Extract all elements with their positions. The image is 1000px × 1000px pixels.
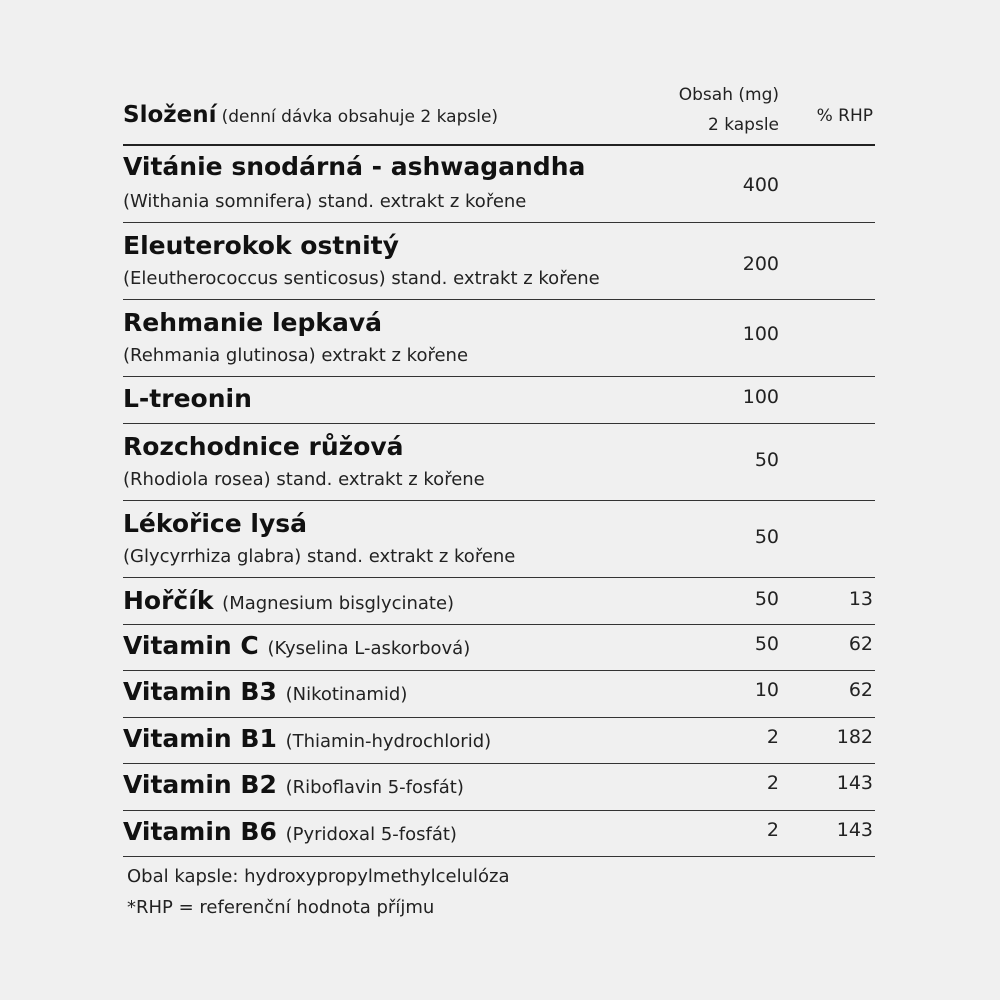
ingredient-name (123, 586, 454, 615)
ingredient-mg: 50 (754, 588, 779, 610)
ingredient-mg: 2 (766, 772, 779, 794)
ingredient-mg: 400 (742, 174, 779, 196)
ingredient-name: Rozchodnice růžová (123, 432, 404, 461)
ingredient-name: Eleuterokok ostnitý (123, 231, 399, 260)
rhp-note: *RHP = referenční hodnota příjmu (127, 897, 435, 918)
ingredient-name: Lékořice lysá (123, 509, 308, 538)
ingredient-mg: 100 (742, 323, 779, 345)
table-row (123, 501, 875, 578)
table-row (123, 223, 875, 300)
ingredient-detail: (Withania somnifera) stand. extrakt z kořene (123, 191, 527, 212)
composition-title (123, 102, 498, 128)
composition-title-note: (denní dávka obsahuje 2 kapsle) (221, 107, 499, 127)
table-row (123, 764, 875, 811)
ingredient-detail: (Rhodiola rosea) stand. extrakt z kořene (123, 469, 485, 490)
ingredient-detail: (Kyselina L-askorbová) (267, 638, 471, 659)
rhp-column-header: % RHP (816, 106, 873, 126)
content-header-line2: 2 kapsle (707, 115, 779, 135)
ingredient-rhp: 62 (848, 679, 873, 701)
table-row (123, 578, 875, 625)
ingredient-name-text: Hořčík (123, 586, 214, 615)
ingredient-mg: 200 (742, 253, 779, 275)
ingredient-detail: (Thiamin-hydrochlorid) (285, 731, 492, 752)
ingredient-mg: 100 (742, 386, 779, 408)
ingredient-mg: 10 (754, 679, 779, 701)
composition-title-bold: Složení (123, 102, 217, 128)
ingredient-name-text: Vitamin B1 (123, 724, 277, 753)
ingredient-mg: 50 (754, 526, 779, 548)
table-row (123, 811, 875, 857)
ingredient-detail: (Glycyrrhiza glabra) stand. extrakt z kořene (123, 546, 516, 567)
content-header-line1: Obsah (mg) (678, 85, 779, 105)
ingredient-name (123, 724, 491, 753)
ingredient-name: Vitánie snodárná - ashwagandha (123, 152, 586, 181)
ingredient-detail: (Pyridoxal 5-fosfát) (285, 824, 457, 845)
ingredient-detail: (Rehmania glutinosa) extrakt z kořene (123, 345, 469, 366)
ingredient-name (123, 677, 407, 706)
ingredient-rhp: 13 (848, 588, 873, 610)
ingredient-rhp: 62 (848, 633, 873, 655)
ingredient-rhp: 143 (836, 819, 873, 841)
table-row (123, 300, 875, 377)
table-row (123, 146, 875, 223)
table-row (123, 625, 875, 671)
ingredient-detail: (Magnesium bisglycinate) (222, 593, 455, 614)
capsule-note: Obal kapsle: hydroxypropylmethylcelulóza (127, 866, 510, 887)
ingredient-rhp: 143 (836, 772, 873, 794)
ingredient-name: L-treonin (123, 384, 252, 413)
ingredient-name (123, 631, 470, 660)
ingredient-name-text: Vitamin B6 (123, 817, 277, 846)
ingredient-name-text: Vitamin C (123, 631, 259, 660)
table-row (123, 718, 875, 764)
table-row (123, 671, 875, 718)
table-header (123, 0, 875, 146)
table-row (123, 424, 875, 501)
ingredient-mg: 2 (766, 819, 779, 841)
ingredient-detail: (Nikotinamid) (285, 684, 408, 705)
ingredient-name (123, 770, 464, 799)
table-row (123, 377, 875, 424)
ingredient-detail: (Riboflavin 5-fosfát) (285, 777, 464, 798)
ingredient-rhp: 182 (836, 726, 873, 748)
ingredient-detail: (Eleutherococcus senticosus) stand. extrakt z kořene (123, 268, 600, 289)
ingredient-name-text: Vitamin B3 (123, 677, 277, 706)
ingredient-mg: 2 (766, 726, 779, 748)
ingredient-name: Rehmanie lepkavá (123, 308, 383, 337)
ingredient-mg: 50 (754, 449, 779, 471)
ingredient-mg: 50 (754, 633, 779, 655)
ingredient-name-text: Vitamin B2 (123, 770, 277, 799)
content-column-header (679, 80, 779, 140)
ingredient-name (123, 817, 457, 846)
